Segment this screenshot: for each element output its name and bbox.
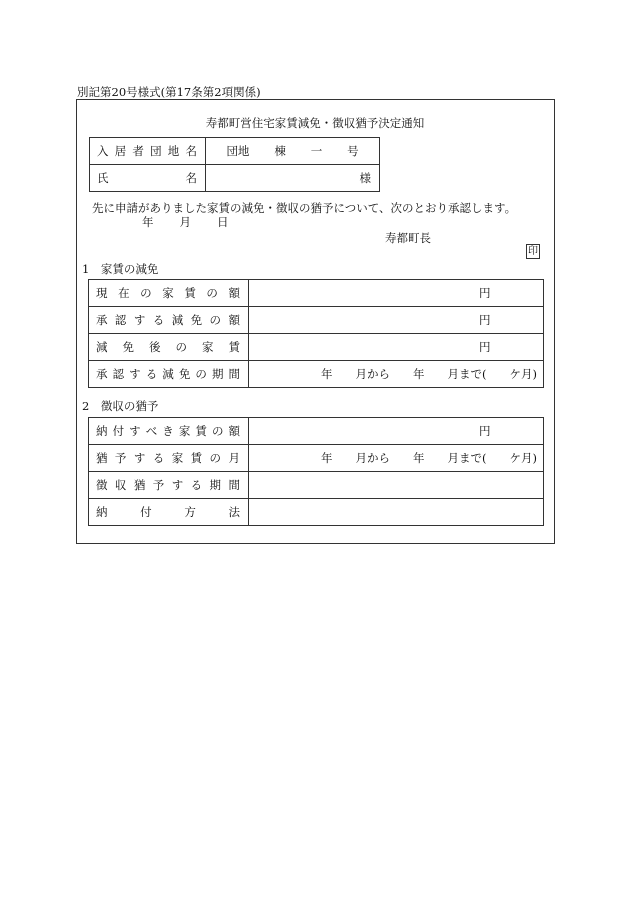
label-char: 予 [152,478,165,492]
reduction-row-value [249,307,544,334]
label-char: べ [145,424,158,438]
reduction-row [89,307,544,334]
section1-heading: 1 家賃の減免 [82,262,159,276]
label-char: す [133,313,146,327]
approval-statement: 先に申請がありました家賃の減免・徴収の猶予について、次のとおり承認します。 [92,201,517,215]
label-char: 間 [228,367,240,381]
deferral-row-label [89,472,249,499]
deferral-row-label [89,445,249,472]
label-char: 免 [178,367,191,381]
label-char: 付 [112,424,125,438]
label-char: 賃 [228,340,240,354]
deferral-row [89,445,544,472]
label-char: 納 [96,505,108,519]
label-char: 賃 [190,451,203,465]
label-char: の [211,424,224,438]
label-char: 法 [228,505,240,519]
complex-part: 号 [347,144,359,158]
label-char: 家 [202,340,214,354]
label-char: の [209,313,222,327]
label-char: の [140,286,152,300]
label-char: 徴 [96,478,108,492]
document-title: 寿都町営住宅家賃減免・徴収猶予決定通知 [205,116,425,130]
deferral-row-value [249,472,544,499]
label-char: 額 [228,286,240,300]
date-month: 月 [179,215,191,229]
label-char: 入 [97,144,109,158]
label-char: る [152,313,165,327]
yen-unit: 円 [479,340,491,354]
reduction-row [89,361,544,388]
label-char: 承 [96,313,108,327]
label-char: る [190,478,203,492]
label-char: 居 [114,144,127,158]
label-char: 予 [114,451,127,465]
payment-deferral-table [88,417,544,526]
label-char: 名 [185,171,197,185]
label-char: 免 [190,313,203,327]
label-char: 納 [96,424,108,438]
deferral-row-label [89,418,249,445]
reduction-row-label [89,334,249,361]
label-char: 期 [211,367,224,381]
label-char: の [175,340,187,354]
value-complex-building-unit [206,138,380,165]
yen-unit: 円 [479,286,491,300]
label-char: の [206,286,218,300]
label-char: の [195,367,207,381]
label-char: 地 [167,144,180,158]
date-day: 日 [217,215,229,229]
label-char: き [162,424,174,438]
label-char: 名 [185,144,197,158]
label-char: す [129,367,141,381]
yen-unit: 円 [479,424,491,438]
reduction-row-value [249,361,544,388]
complex-part: 棟 [274,144,286,158]
label-char: 家 [171,451,184,465]
deferral-row-value [249,418,544,445]
label-char: 氏 [97,171,109,185]
label-char: 認 [114,313,127,327]
label-char: 額 [228,424,240,438]
date-line [142,214,229,230]
label-char: 方 [184,505,196,519]
deferral-row [89,472,544,499]
label-char: 者 [132,144,144,158]
label-char: 承 [96,367,108,381]
period-text: 年 月から 年 月まで( ケ月) [321,451,537,465]
rent-reduction-table [88,279,544,388]
label-char: 在 [118,286,130,300]
label-char: す [171,478,184,492]
issuer-name: 寿都町長 [385,231,431,245]
deferral-row-label [89,499,249,526]
form-reference: 別記第20号様式(第17条第2項関係) [77,85,261,99]
deferral-row [89,499,544,526]
label-char: 賃 [184,286,196,300]
info-row-complex [90,138,380,165]
reduction-row [89,280,544,307]
period-text: 年 月から 年 月まで( ケ月) [321,367,537,381]
label-char: 賃 [195,424,207,438]
label-char: る [145,367,158,381]
label-char: す [129,424,141,438]
section2-heading: 2 徴収の猶予 [82,399,159,413]
resident-info-table [89,137,380,192]
deferral-row [89,418,544,445]
reduction-row [89,334,544,361]
reduction-row-value [249,334,544,361]
reduction-row-label [89,280,249,307]
reduction-row-value [249,280,544,307]
label-char: 認 [112,367,125,381]
reduction-row-label [89,307,249,334]
label-char: 収 [114,478,127,492]
label-char: の [209,451,222,465]
label-char: す [133,451,146,465]
complex-part: 団地 [226,144,250,158]
label-char: 減 [162,367,174,381]
label-char: 期 [209,478,222,492]
label-char: 減 [96,340,108,354]
label-char: 後 [149,340,161,354]
label-char: 月 [228,451,240,465]
deferral-row-value [249,445,544,472]
date-year: 年 [142,215,154,229]
label-char: 付 [140,505,152,519]
label-char: 猶 [133,478,146,492]
yen-unit: 円 [479,313,491,327]
label-char: 現 [96,286,108,300]
seal-mark: 印 [528,246,538,257]
label-char: 減 [171,313,184,327]
label-char: る [152,451,165,465]
deferral-row-value [249,499,544,526]
value-name-honorific: 様 [206,165,380,192]
label-resident-complex [90,138,206,165]
info-row-name [90,165,380,192]
reduction-row-label [89,361,249,388]
label-name [90,165,206,192]
complex-part: 一 [310,144,323,158]
label-char: 家 [162,286,174,300]
label-char: 免 [122,340,134,354]
label-char: 間 [228,478,240,492]
label-char: 猶 [96,451,108,465]
label-char: 額 [228,313,240,327]
label-char: 家 [178,424,191,438]
label-char: 団 [150,144,162,158]
